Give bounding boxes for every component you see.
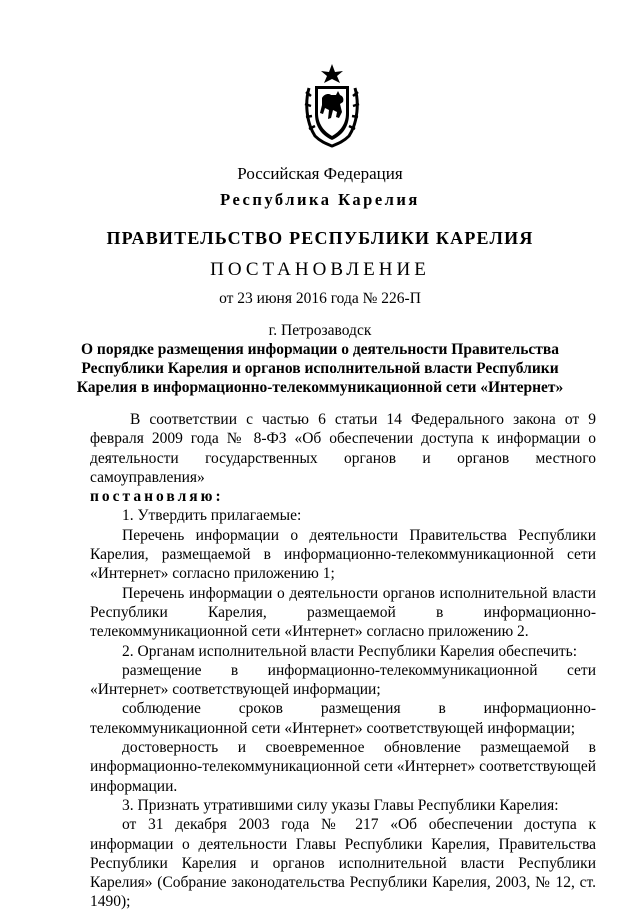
paragraph-list-2: Перечень информации о деятельности органов исполнительной власти Республики Карелия, размещаемой в информационно-телекоммуникационной сети «Интернет» согласно приложению 2.	[90, 584, 596, 641]
resolve-word: постановляю:	[90, 488, 224, 506]
paragraph-item-1: 1. Утвердить прилагаемые:	[122, 507, 302, 525]
paragraph-duty-2: соблюдение сроков размещения в информационно-телекоммуникационной сети «Интернет» соответствующей информации;	[90, 700, 596, 737]
paragraph-item-2: 2. Органам исполнительной власти Республики Карелия обеспечить:	[122, 642, 578, 660]
karelia-coat-of-arms-icon	[303, 62, 361, 148]
decree-type: ПОСТАНОВЛЕНИЕ	[210, 259, 430, 280]
decree-date-number: от 23 июня 2016 года № 226-П	[219, 290, 421, 307]
document-title	[0, 340, 640, 397]
title-line: Республики Карелия и органов исполнительной власти Республики	[81, 360, 559, 377]
city-name: г. Петрозаводск	[268, 322, 372, 339]
republic-name: Республика Карелия	[220, 190, 420, 209]
paragraph-preamble: В соответствии с частью 6 статьи 14 Федерального закона от 9 февраля 2009 года № 8-ФЗ «Об обеспечении доступа к информации о деятельности государственных органов и органов местного самоуправления»	[90, 411, 596, 486]
title-line: О порядке размещения информации о деятельности Правительства	[80, 341, 560, 358]
document-body	[90, 410, 596, 912]
paragraph-duty-3: достоверность и своевременное обновление размещаемой в информационно-телекоммуникационной сети «Интернет» соответствующей информации.	[90, 739, 596, 795]
paragraph-duty-1: размещение в информационно-телекоммуникационной сети «Интернет» соответствующей информации;	[90, 661, 596, 699]
title-line: Карелия в информационно-телекоммуникационной сети «Интернет»	[76, 379, 564, 396]
paragraph-list-1: Перечень информации о деятельности Правительства Республики Карелия, размещаемой в информационно-телекоммуникационной сети «Интернет» согласно приложению 1;	[90, 526, 596, 583]
paragraph-item-3: 3. Признать утратившими силу указы Главы Республики Карелия:	[122, 796, 559, 814]
paragraph-repealed-decree: от 31 декабря 2003 года № 217 «Об обеспечении доступа к информации о деятельности Главы Республики Карелия, Правительства Республики Карелия и органов исполнительной власти Республики Карелия» (Собрание законодательства Республики Карелия, 2003, № 12, ст. 1490);	[90, 816, 596, 911]
country-name: Российская Федерация	[237, 164, 403, 183]
government-name: ПРАВИТЕЛЬСТВО РЕСПУБЛИКИ КАРЕЛИЯ	[106, 228, 534, 248]
